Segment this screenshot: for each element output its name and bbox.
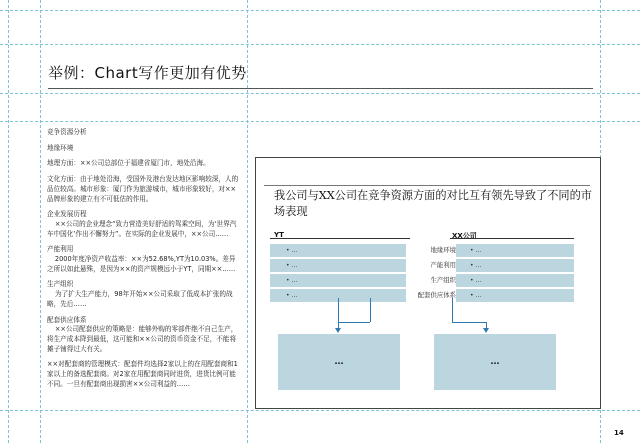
left-bullet: • …: [286, 262, 298, 269]
guide-line: [8, 0, 9, 443]
headline-divider: [264, 185, 590, 186]
chart-headline: 我公司与XX公司在竞争资源方面的对比互有领先导致了不同的市场表现: [274, 189, 592, 218]
title-divider: [48, 88, 593, 89]
left-bullet: • …: [286, 277, 298, 284]
left-section: [47, 128, 241, 138]
page-number: 14: [614, 429, 624, 437]
left-section: [47, 316, 241, 355]
guide-line: [0, 44, 640, 45]
right-bullet: • …: [470, 292, 482, 299]
section-body: 文化方面：由于地处沿海，受国外及港台发达地区影响较深，人的品位较高。城市形象：厦门作为旅游城市，城市形象较好，对××品牌形象的建立有不可低估的作用。: [47, 175, 239, 203]
left-section: [47, 210, 241, 239]
left-section: [47, 280, 241, 309]
guide-line: [0, 10, 640, 11]
section-body: 地理方面：××公司总部位于福建省厦门市，地处沿海。: [47, 159, 210, 168]
guide-line: [0, 410, 640, 411]
left-section: [47, 159, 241, 169]
section-heading: 配套供应体系: [47, 315, 87, 324]
right-column-label: XX公司: [452, 232, 477, 240]
guide-line: [40, 0, 41, 443]
section-body: ××对配套商的管理模式：配套件均选择2家以上的在用配套商和1家以上的备选配套商。对2家在用配套商同时进货，进货比例可能不同。一旦有配套商出现损害××公司利益的……: [47, 360, 238, 388]
guide-line: [247, 0, 248, 443]
row-label: 配套供应体系: [406, 289, 456, 302]
section-heading: 生产组织: [47, 280, 74, 289]
right-connector-v1: [452, 298, 453, 322]
left-section: [47, 245, 241, 274]
left-section: [47, 360, 241, 389]
right-connector-h: [452, 322, 486, 323]
section-heading: 企业发展历程: [47, 210, 87, 219]
section-heading: 地缘环境: [47, 143, 74, 152]
left-connector-h: [338, 322, 370, 323]
left-summary-box: …: [278, 334, 400, 390]
right-bullet: • …: [470, 262, 482, 269]
section-heading: 产能利用: [47, 245, 74, 254]
guide-line: [0, 121, 640, 122]
left-text-column: [47, 128, 241, 389]
row-label: 地缘环境: [406, 244, 456, 257]
row-label: 生产组织: [406, 274, 456, 287]
right-column-rule: [450, 238, 574, 239]
section-body: ××公司的企业理念“致力营造美好舒适的驾乘空间，为‘世界汽车中国化’作出不懈努力”。在实际的企业发展中，××公司……: [47, 219, 237, 238]
section-heading: 竞争资源分析: [47, 128, 87, 136]
guide-line: [0, 93, 640, 94]
left-connector-v3: [338, 322, 339, 329]
left-column-label: YT: [274, 231, 284, 239]
section-body: 2000年度净资产收益率：××为52.68%,YT为10.03%。差异之所以如此悬殊，是因为××的资产规模远小于YT，同期××……: [47, 255, 236, 273]
right-bullet: • …: [470, 247, 482, 254]
section-body: ××公司配套供应的策略是：能够外购的零部件绝不自己生产，将生产成本降到最低，这可能和××公司的资币资金不足，不能将摊子铺得过大有关。: [47, 325, 238, 353]
left-bullet: • …: [286, 247, 298, 254]
left-section: [47, 175, 241, 204]
chart-frame: [255, 157, 601, 409]
left-connector-v2: [370, 298, 371, 322]
right-summary-box: …: [434, 334, 556, 390]
section-body: 为了扩大生产能力，98年开始××公司采取了低成本扩张的战略，先后……: [47, 290, 233, 308]
page-title: 举例：Chart写作更加有优势: [48, 64, 247, 82]
left-connector-v1: [338, 298, 339, 322]
left-column-rule: [270, 238, 410, 239]
left-section: [47, 144, 241, 154]
row-label: 产能利用: [406, 259, 456, 272]
right-arrow-icon: [483, 328, 489, 333]
right-bullet: • …: [470, 277, 482, 284]
left-bullet: • …: [286, 292, 298, 299]
